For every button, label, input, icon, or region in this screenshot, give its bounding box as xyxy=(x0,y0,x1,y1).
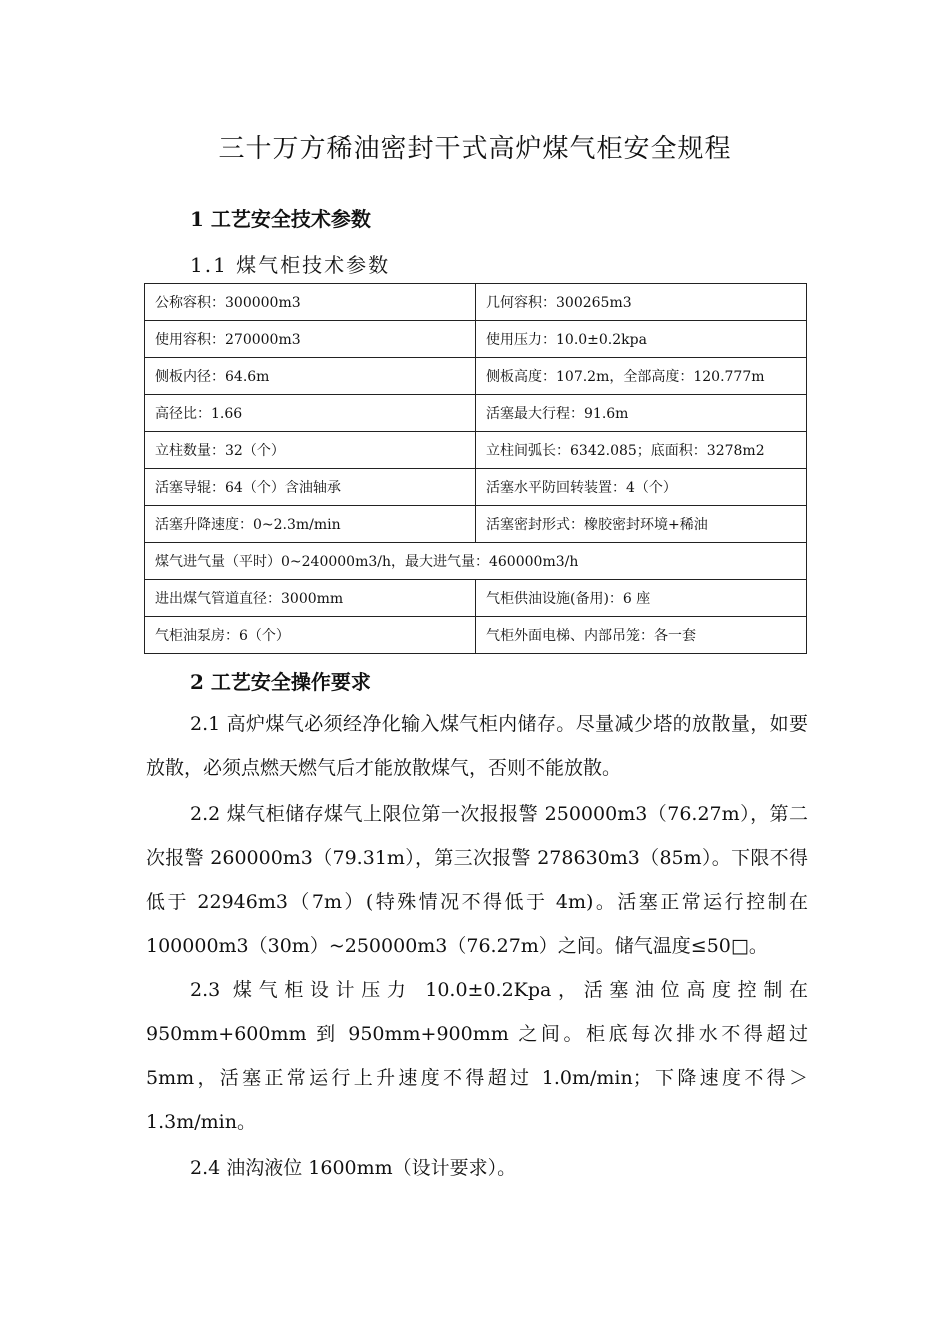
table-cell: 使用容积：270000m3 xyxy=(145,321,476,358)
table-cell: 侧板高度：107.2m，全部高度：120.777m xyxy=(476,358,807,395)
table-row xyxy=(145,617,807,654)
table-cell: 煤气进气量（平时）0~240000m3/h，最大进气量：460000m3/h xyxy=(145,543,807,580)
paragraph-2-2: 2.2 煤气柜储存煤气上限位第一次报报警 250000m3（76.27m），第二次报警 260000m3（79.31m），第三次报警 278630m3（85m）。下限不得低于 22946m3（7m）(特殊情况不得低于 4m)。活塞正常运行控制在 100000m3（30m）~250000m3（76.27m）之间。储气温度≤50□。 xyxy=(146,803,808,957)
table-cell: 进出煤气管道直径：3000mm xyxy=(145,580,476,617)
table-cell: 立柱间弧长：6342.085；底面积：3278m2 xyxy=(476,432,807,469)
table-row xyxy=(145,469,807,506)
table-cell: 活塞导辊：64（个）含油轴承 xyxy=(145,469,476,506)
table-row xyxy=(145,580,807,617)
table-row xyxy=(145,432,807,469)
table-cell: 活塞最大行程：91.6m xyxy=(476,395,807,432)
table-cell: 侧板内径：64.6m xyxy=(145,358,476,395)
section-1-1-heading: 1.1 煤气柜技术参数 xyxy=(190,253,391,277)
document-title: 三十万方稀油密封干式高炉煤气柜安全规程 xyxy=(218,134,732,164)
table-row xyxy=(145,358,807,395)
table-row xyxy=(145,543,807,580)
table-row xyxy=(145,395,807,432)
paragraph-2-3: 2.3 煤气柜设计压力 10.0±0.2Kpa，活塞油位高度控制在 950mm+600mm 到 950mm+900mm 之间。柜底每次排水不得超过 5mm，活塞正常运行上升速度不得超过 1.0m/min；下降速度不得＞1.3m/min。 xyxy=(146,979,808,1133)
paragraph-2-1: 2.1 高炉煤气必须经净化输入煤气柜内储存。尽量减少塔的放散量，如要放散，必须点燃天燃气后才能放散煤气，否则不能放散。 xyxy=(146,713,808,779)
table-cell: 活塞升降速度：0~2.3m/min xyxy=(145,506,476,543)
table-cell: 使用压力：10.0±0.2kpa xyxy=(476,321,807,358)
paragraph-2-4: 2.4 油沟液位 1600mm（设计要求）。 xyxy=(190,1157,517,1179)
table-cell: 气柜供油设施(备用)：6 座 xyxy=(476,580,807,617)
table-cell: 高径比：1.66 xyxy=(145,395,476,432)
table-cell: 公称容积：300000m3 xyxy=(145,284,476,321)
table-cell: 气柜油泵房：6（个） xyxy=(145,617,476,654)
table-cell: 几何容积：300265m3 xyxy=(476,284,807,321)
parameters-table xyxy=(144,283,807,654)
table-cell: 立柱数量：32（个） xyxy=(145,432,476,469)
table-row xyxy=(145,321,807,358)
table-cell: 气柜外面电梯、内部吊笼：各一套 xyxy=(476,617,807,654)
table-row xyxy=(145,506,807,543)
table-cell: 活塞水平防回转装置：4（个） xyxy=(476,469,807,506)
table-cell: 活塞密封形式：橡胶密封环境+稀油 xyxy=(476,506,807,543)
section-1-heading: 1 工艺安全技术参数 xyxy=(190,207,371,231)
table-row xyxy=(145,284,807,321)
section-2-heading: 2 工艺安全操作要求 xyxy=(190,670,371,694)
